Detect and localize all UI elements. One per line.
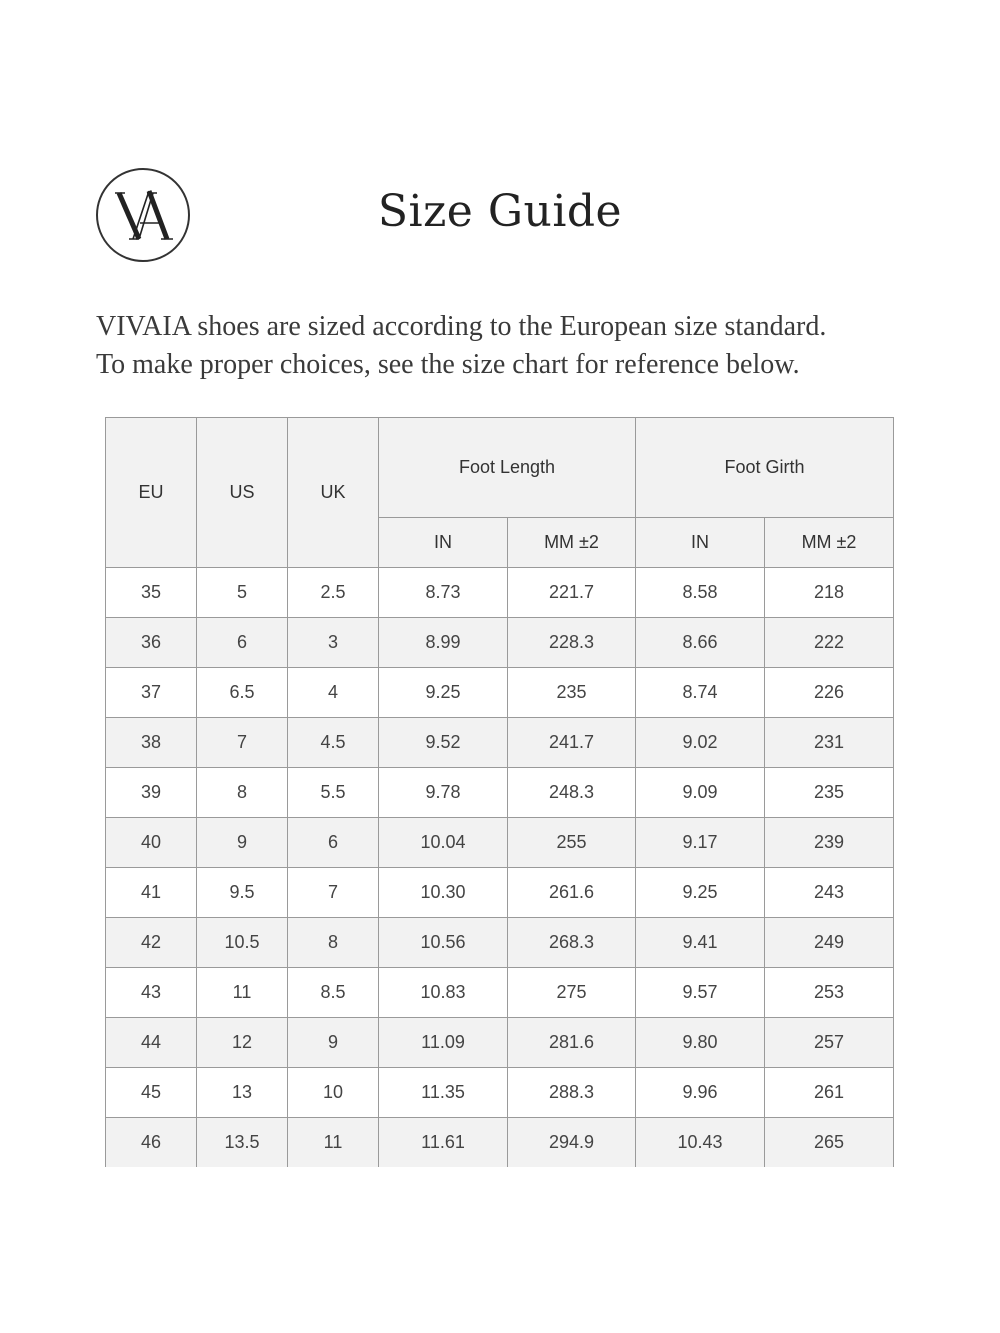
cell-girth-mm: 222 (765, 618, 894, 668)
cell-girth-in: 9.41 (636, 918, 765, 968)
cell-eu: 44 (106, 1018, 197, 1068)
table-row (106, 918, 894, 968)
table-header (106, 418, 894, 568)
table-row (106, 1018, 894, 1068)
cell-length-mm: 241.7 (508, 718, 636, 768)
cell-girth-in: 10.43 (636, 1118, 765, 1168)
cell-eu: 36 (106, 618, 197, 668)
cell-us: 12 (197, 1018, 288, 1068)
table-row (106, 618, 894, 668)
cell-girth-mm: 226 (765, 668, 894, 718)
table-row (106, 668, 894, 718)
table-row (106, 768, 894, 818)
cell-girth-in: 8.58 (636, 568, 765, 618)
cell-girth-in: 9.25 (636, 868, 765, 918)
header-length-in: IN (379, 518, 508, 568)
cell-length-in: 10.56 (379, 918, 508, 968)
cell-length-mm: 221.7 (508, 568, 636, 618)
cell-eu: 39 (106, 768, 197, 818)
cell-eu: 45 (106, 1068, 197, 1118)
cell-length-mm: 255 (508, 818, 636, 868)
cell-eu: 42 (106, 918, 197, 968)
cell-uk: 4 (288, 668, 379, 718)
cell-eu: 35 (106, 568, 197, 618)
header-eu: EU (106, 418, 197, 568)
cell-length-in: 11.35 (379, 1068, 508, 1118)
cell-length-mm: 261.6 (508, 868, 636, 918)
cell-eu: 40 (106, 818, 197, 868)
cell-eu: 41 (106, 868, 197, 918)
cell-girth-in: 9.80 (636, 1018, 765, 1068)
cell-length-in: 10.30 (379, 868, 508, 918)
cell-uk: 8.5 (288, 968, 379, 1018)
cell-us: 9.5 (197, 868, 288, 918)
cell-us: 6.5 (197, 668, 288, 718)
cell-girth-mm: 231 (765, 718, 894, 768)
cell-length-mm: 294.9 (508, 1118, 636, 1168)
cell-girth-mm: 261 (765, 1068, 894, 1118)
header-foot-girth: Foot Girth (636, 418, 894, 518)
cell-length-in: 9.78 (379, 768, 508, 818)
cell-length-mm: 268.3 (508, 918, 636, 968)
cell-girth-mm: 218 (765, 568, 894, 618)
cell-length-mm: 248.3 (508, 768, 636, 818)
intro-text (96, 308, 956, 384)
cell-uk: 4.5 (288, 718, 379, 768)
cell-girth-mm: 239 (765, 818, 894, 868)
header-length-mm: MM ±2 (508, 518, 636, 568)
cell-length-in: 11.09 (379, 1018, 508, 1068)
cell-uk: 8 (288, 918, 379, 968)
cell-girth-mm: 243 (765, 868, 894, 918)
cell-girth-mm: 265 (765, 1118, 894, 1168)
cell-girth-in: 9.02 (636, 718, 765, 768)
cell-girth-mm: 253 (765, 968, 894, 1018)
cell-length-in: 8.99 (379, 618, 508, 668)
cell-eu: 38 (106, 718, 197, 768)
cell-eu: 43 (106, 968, 197, 1018)
intro-line-2: To make proper choices, see the size chart for reference below. (96, 349, 800, 380)
cell-girth-in: 8.74 (636, 668, 765, 718)
table-row (106, 1118, 894, 1168)
cell-length-in: 10.83 (379, 968, 508, 1018)
cell-length-mm: 288.3 (508, 1068, 636, 1118)
cell-us: 11 (197, 968, 288, 1018)
cell-girth-in: 9.96 (636, 1068, 765, 1118)
cell-eu: 46 (106, 1118, 197, 1168)
intro-line-1: VIVAIA shoes are sized according to the European size standard. (96, 311, 827, 342)
cell-us: 13 (197, 1068, 288, 1118)
cell-length-in: 9.52 (379, 718, 508, 768)
cell-girth-mm: 235 (765, 768, 894, 818)
table-body (106, 568, 894, 1168)
cell-eu: 37 (106, 668, 197, 718)
cell-length-in: 10.04 (379, 818, 508, 868)
cell-uk: 9 (288, 1018, 379, 1068)
cell-length-in: 9.25 (379, 668, 508, 718)
table-row (106, 868, 894, 918)
page-title: Size Guide (377, 186, 623, 237)
cell-us: 8 (197, 768, 288, 818)
cell-girth-in: 9.09 (636, 768, 765, 818)
cell-girth-in: 8.66 (636, 618, 765, 668)
cell-us: 6 (197, 618, 288, 668)
cell-length-mm: 275 (508, 968, 636, 1018)
table-row (106, 818, 894, 868)
cell-us: 9 (197, 818, 288, 868)
cell-uk: 6 (288, 818, 379, 868)
cell-uk: 5.5 (288, 768, 379, 818)
cell-uk: 7 (288, 868, 379, 918)
table-row (106, 968, 894, 1018)
cell-uk: 10 (288, 1068, 379, 1118)
cell-length-in: 11.61 (379, 1118, 508, 1168)
header-uk: UK (288, 418, 379, 568)
cell-girth-in: 9.57 (636, 968, 765, 1018)
cell-length-mm: 228.3 (508, 618, 636, 668)
table-row (106, 718, 894, 768)
header-girth-mm: MM ±2 (765, 518, 894, 568)
cell-us: 7 (197, 718, 288, 768)
table-row (106, 568, 894, 618)
header-girth-in: IN (636, 518, 765, 568)
cell-length-mm: 281.6 (508, 1018, 636, 1068)
cell-girth-mm: 257 (765, 1018, 894, 1068)
cell-length-in: 8.73 (379, 568, 508, 618)
header-foot-length: Foot Length (379, 418, 636, 518)
cell-us: 10.5 (197, 918, 288, 968)
cell-us: 13.5 (197, 1118, 288, 1168)
cell-length-mm: 235 (508, 668, 636, 718)
cell-girth-mm: 249 (765, 918, 894, 968)
cell-girth-in: 9.17 (636, 818, 765, 868)
cell-uk: 2.5 (288, 568, 379, 618)
header-us: US (197, 418, 288, 568)
size-chart-table (105, 417, 894, 1167)
cell-uk: 11 (288, 1118, 379, 1168)
table-row (106, 1068, 894, 1118)
cell-uk: 3 (288, 618, 379, 668)
cell-us: 5 (197, 568, 288, 618)
